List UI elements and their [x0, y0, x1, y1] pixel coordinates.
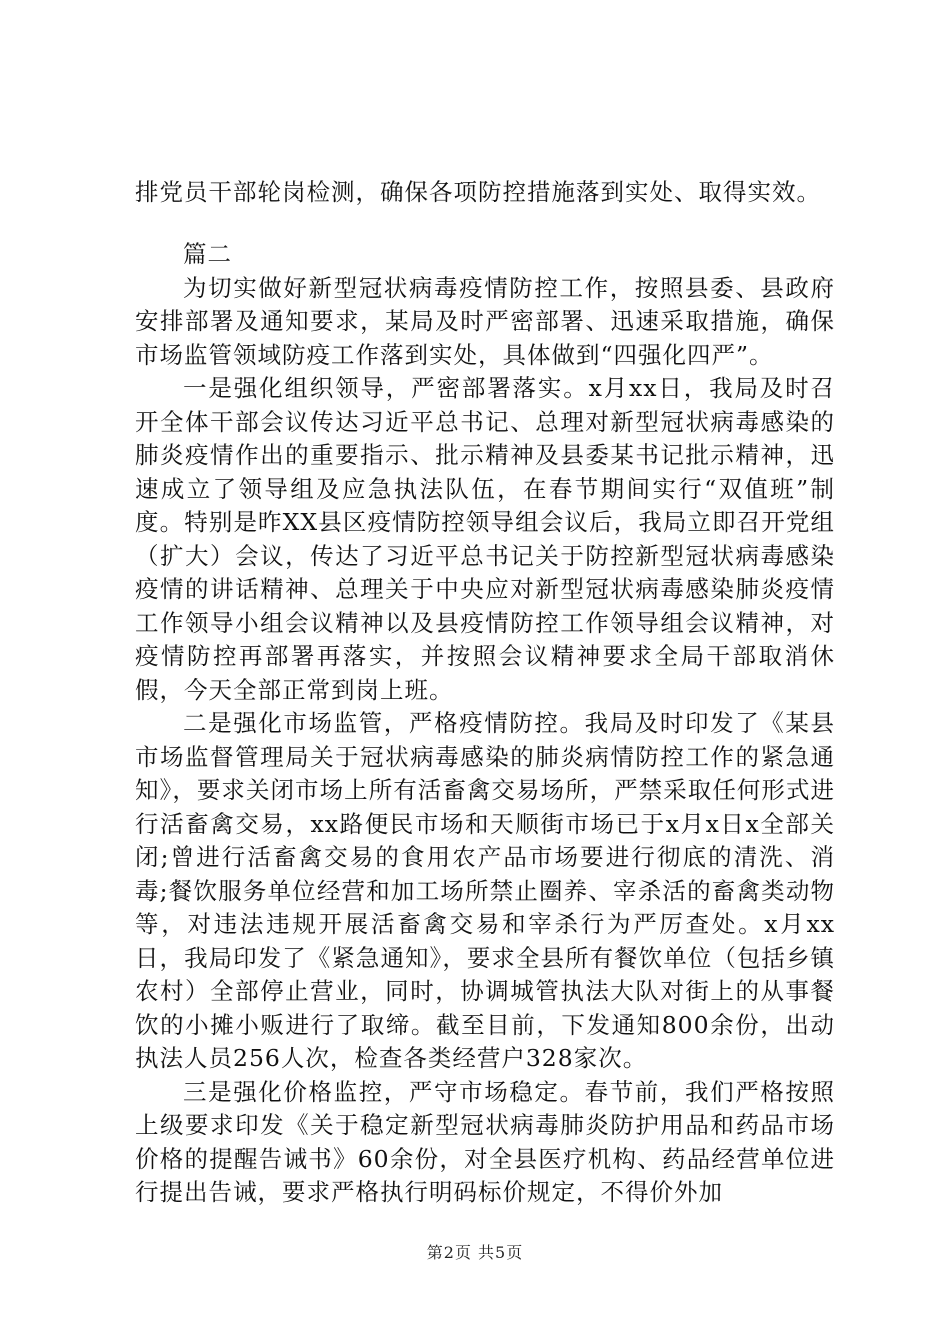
- paragraph-price-control: 三是强化价格监控，严守市场稳定。春节前，我们严格按照上级要求印发《关于稳定新型冠状病毒肺炎防护用品和药品市场价格的提醒告诫书》60余份，对全县医疗机构、药品经营单位进行提出告诫，要求严格执行明码标价规定，不得价外加: [135, 1077, 835, 1206]
- section-heading: 篇二: [183, 240, 232, 268]
- page-footer: 第2页 共5页: [426, 1243, 524, 1262]
- paragraph-intro: 为切实做好新型冠状病毒疫情防控工作，按照县委、县政府安排部署及通知要求，某局及时严密部署、迅速采取措施，确保市场监管领域防疫工作落到实处，具体做到“四强化四严”。: [135, 273, 835, 369]
- paragraph-market-supervision: 二是强化市场监管，严格疫情防控。我局及时印发了《某县市场监督管理局关于冠状病毒感染的肺炎病情防控工作的紧急通知》，要求关闭市场上所有活畜禽交易场所，严禁采取任何形式进行活畜禽交易，xx路便民市场和天顺街市场已于x月x日x全部关闭;曾进行活畜禽交易的食用农产品市场要进行彻底的清洗、消毒;餐饮服务单位经营和加工场所禁止圈养、宰杀活的畜禽类动物等，对违法违规开展活畜禽交易和宰杀行为严厉查处。x月xx日，我局印发了《紧急通知》，要求全县所有餐饮单位（包括乡镇农村）全部停止营业，同时，协调城管执法大队对街上的从事餐饮的小摊小贩进行了取缔。截至目前，下发通知800余份，出动执法人员256人次，检查各类经营户328家次。: [135, 709, 835, 1072]
- document-body: [135, 238, 835, 1210]
- continuation-line: 排党员干部轮岗检测，确保各项防控措施落到实处、取得实效。: [135, 178, 821, 206]
- paragraph-organization: 一是强化组织领导，严密部署落实。x月xx日，我局及时召开全体干部会议传达习近平总书记、总理对新型冠状病毒感染的肺炎疫情作出的重要指示、批示精神及县委某书记批示精神，迅速成立了领导组及应急执法队伍，在春节期间实行“双值班”制度。特别是昨XX县区疫情防控领导组会议后，我局立即召开党组（扩大）会议，传达了习近平总书记关于防控新型冠状病毒感染疫情的讲话精神、总理关于中央应对新型冠状病毒感染肺炎疫情工作领导小组会议精神以及县疫情防控工作领导组会议精神，对疫情防控再部署再落实，并按照会议精神要求全局干部取消休假，今天全部正常到岗上班。: [135, 374, 835, 704]
